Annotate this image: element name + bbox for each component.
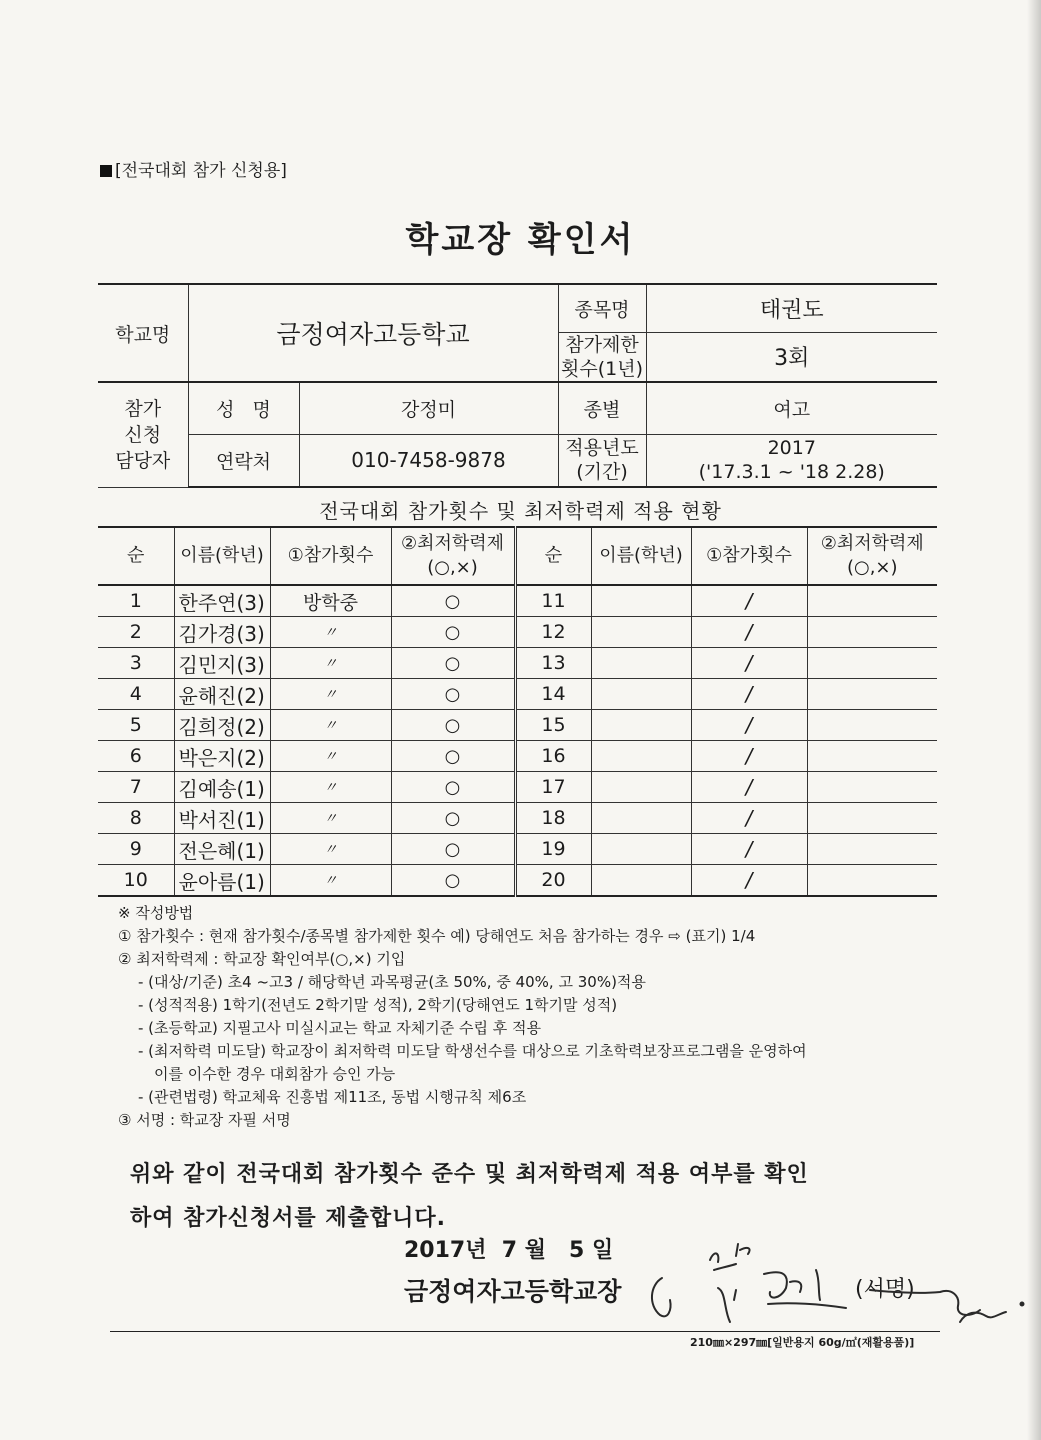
participation-table: [98, 526, 937, 897]
row-no: 7: [98, 772, 174, 803]
date: 2017년 7 월 5 일: [404, 1238, 614, 1263]
row-name-2: [591, 648, 691, 679]
school-label: 학교명: [98, 284, 188, 382]
section-title: 전국대회 참가횟수 및 최저학력제 적용 현황: [319, 499, 722, 523]
row-count: 〃: [270, 865, 391, 897]
table-row: [98, 617, 937, 648]
contact-value: 010-7458-9878: [299, 434, 558, 487]
col-header-min: ②최저학력제 (○,×): [391, 527, 515, 585]
col-header-min-2: ②최저학력제 (○,×): [807, 527, 937, 585]
table-row: [98, 741, 937, 772]
row-name: 김가경(3): [174, 617, 270, 648]
black-square-icon: [100, 165, 112, 177]
table-row: [98, 865, 937, 897]
year-value: 2017 ('17.3.1 ~ '18 2.28): [646, 434, 937, 487]
row-no: 1: [98, 585, 174, 617]
contact-label: 연락처: [188, 434, 299, 487]
row-min-2: [807, 834, 937, 865]
row-no-2: 16: [515, 741, 591, 772]
manager-name: 강정미: [299, 382, 558, 434]
declaration-text: 위와 같이 전국대회 참가횟수 준수 및 최저학력제 적용 여부를 확인 하여 참가신청서를 제출합니다.: [130, 1162, 809, 1231]
row-no-2: 17: [515, 772, 591, 803]
row-min-2: [807, 710, 937, 741]
row-count-2: /: [691, 741, 807, 772]
col-header-name: 이름(학년): [174, 527, 270, 585]
row-name: 박서진(1): [174, 803, 270, 834]
row-min-2: [807, 585, 937, 617]
row-count: 〃: [270, 772, 391, 803]
name-label: 성 명: [188, 382, 299, 434]
row-count: 〃: [270, 741, 391, 772]
row-count-2: /: [691, 772, 807, 803]
note-bullet-4: - (최저학력 미도달) 학교장이 최저학력 미도달 학생선수를 대상으로 기초학력보장프로그램을 운영하여: [138, 1042, 807, 1060]
row-min-2: [807, 648, 937, 679]
row-min: ○: [391, 617, 515, 648]
row-no-2: 19: [515, 834, 591, 865]
col-header-name-2: 이름(학년): [591, 527, 691, 585]
row-name-2: [591, 710, 691, 741]
row-count: 〃: [270, 617, 391, 648]
row-name-2: [591, 679, 691, 710]
note-bullet-5: - (관련법령) 학교체육 진흥법 제11조, 동법 시행규칙 제6조: [138, 1088, 527, 1106]
row-count-2: /: [691, 648, 807, 679]
roster-body: [98, 585, 937, 896]
instructions: [118, 902, 958, 1132]
event-value: 태권도: [646, 284, 937, 332]
year-label: 적용년도 (기간): [558, 434, 646, 487]
row-no-2: 18: [515, 803, 591, 834]
row-name-2: [591, 585, 691, 617]
row-no: 4: [98, 679, 174, 710]
col-header-no: 순: [98, 527, 174, 585]
table-row: [98, 710, 937, 741]
row-name: 윤해진(2): [174, 679, 270, 710]
footer-rule: [110, 1331, 940, 1332]
row-count-2: /: [691, 710, 807, 741]
row-count: 〃: [270, 679, 391, 710]
form-type-label: [전국대회 참가 신청용]: [100, 156, 287, 181]
note-1: ① 참가횟수 : 현재 참가횟수/종목별 참가제한 횟수 예) 당해연도 처음 참가하는 경우 ⇨ (표기) 1/4: [118, 927, 756, 945]
row-name: 김민지(3): [174, 648, 270, 679]
row-min-2: [807, 617, 937, 648]
row-no-2: 13: [515, 648, 591, 679]
row-min-2: [807, 679, 937, 710]
row-min: ○: [391, 741, 515, 772]
note-bullet-1: - (대상/기준) 초4 ~고3 / 해당학년 과목평균(초 50%, 중 40%, 고 30%)적용: [138, 973, 646, 991]
row-count-2: /: [691, 617, 807, 648]
type-label: 종별: [558, 382, 646, 434]
manager-label: 참가 신청 담당자: [98, 382, 188, 487]
table-row: [98, 803, 937, 834]
row-no: 6: [98, 741, 174, 772]
row-min: ○: [391, 585, 515, 617]
table-header-row: [98, 527, 937, 585]
row-count: 〃: [270, 803, 391, 834]
row-name-2: [591, 617, 691, 648]
event-label: 종목명: [558, 284, 646, 332]
handwritten-signature: [640, 1230, 1030, 1340]
signature-label: (서명): [855, 1277, 915, 1302]
row-min-2: [807, 865, 937, 897]
note-3: ③ 서명 : 학교장 자필 서명: [118, 1111, 291, 1129]
row-no-2: 11: [515, 585, 591, 617]
row-no: 5: [98, 710, 174, 741]
row-no-2: 15: [515, 710, 591, 741]
row-min: ○: [391, 865, 515, 897]
col-header-no-2: 순: [515, 527, 591, 585]
row-name: 전은혜(1): [174, 834, 270, 865]
row-no: 2: [98, 617, 174, 648]
row-min: ○: [391, 803, 515, 834]
row-no: 9: [98, 834, 174, 865]
row-no-2: 12: [515, 617, 591, 648]
row-name-2: [591, 741, 691, 772]
row-count-2: /: [691, 834, 807, 865]
row-min-2: [807, 803, 937, 834]
col-header-count-2: ①참가횟수: [691, 527, 807, 585]
row-name-2: [591, 865, 691, 897]
document-title: 학교장 확인서: [405, 220, 636, 260]
paper-spec: 210㎜×297㎜[일반용지 60g/㎡(재활용품)]: [690, 1336, 915, 1349]
row-min-2: [807, 772, 937, 803]
type-value: 여고: [646, 382, 937, 434]
school-info-table: [98, 283, 937, 488]
row-name: 윤아름(1): [174, 865, 270, 897]
table-row: [98, 772, 937, 803]
table-row: [98, 648, 937, 679]
row-name: 김희정(2): [174, 710, 270, 741]
table-row: [98, 834, 937, 865]
row-count-2: /: [691, 679, 807, 710]
row-count-2: /: [691, 803, 807, 834]
row-name: 김예송(1): [174, 772, 270, 803]
note-bullet-3: - (초등학교) 지필고사 미실시교는 학교 자체기준 수립 후 적용: [138, 1019, 542, 1037]
row-name-2: [591, 772, 691, 803]
limit-value: 3회: [646, 332, 937, 382]
row-no: 10: [98, 865, 174, 897]
col-header-count: ①참가횟수: [270, 527, 391, 585]
row-min: ○: [391, 679, 515, 710]
row-count: 방학중: [270, 585, 391, 617]
row-no-2: 20: [515, 865, 591, 897]
row-min: ○: [391, 772, 515, 803]
note-2: ② 최저학력제 : 학교장 확인여부(○,×) 기입: [118, 950, 406, 968]
row-count: 〃: [270, 710, 391, 741]
row-no-2: 14: [515, 679, 591, 710]
row-min-2: [807, 741, 937, 772]
row-count: 〃: [270, 834, 391, 865]
note-bullet-4-cont: 이를 이수한 경우 대회참가 승인 가능: [154, 1065, 396, 1083]
row-count-2: /: [691, 865, 807, 897]
row-no: 3: [98, 648, 174, 679]
note-bullet-2: - (성적적용) 1학기(전년도 2학기말 성적), 2학기(당해연도 1학기말 성적): [138, 996, 618, 1014]
row-min: ○: [391, 834, 515, 865]
row-name: 한주연(3): [174, 585, 270, 617]
row-min: ○: [391, 648, 515, 679]
row-min: ○: [391, 710, 515, 741]
notes-heading: ※ 작성방법: [118, 904, 194, 922]
principal-title: 금정여자고등학교장: [404, 1277, 622, 1306]
row-count-2: /: [691, 585, 807, 617]
table-row: [98, 585, 937, 617]
table-row: [98, 679, 937, 710]
school-name: 금정여자고등학교: [188, 284, 558, 382]
row-name: 박은지(2): [174, 741, 270, 772]
row-name-2: [591, 803, 691, 834]
row-no: 8: [98, 803, 174, 834]
row-count: 〃: [270, 648, 391, 679]
limit-label: 참가제한 횟수(1년): [558, 332, 646, 382]
row-name-2: [591, 834, 691, 865]
